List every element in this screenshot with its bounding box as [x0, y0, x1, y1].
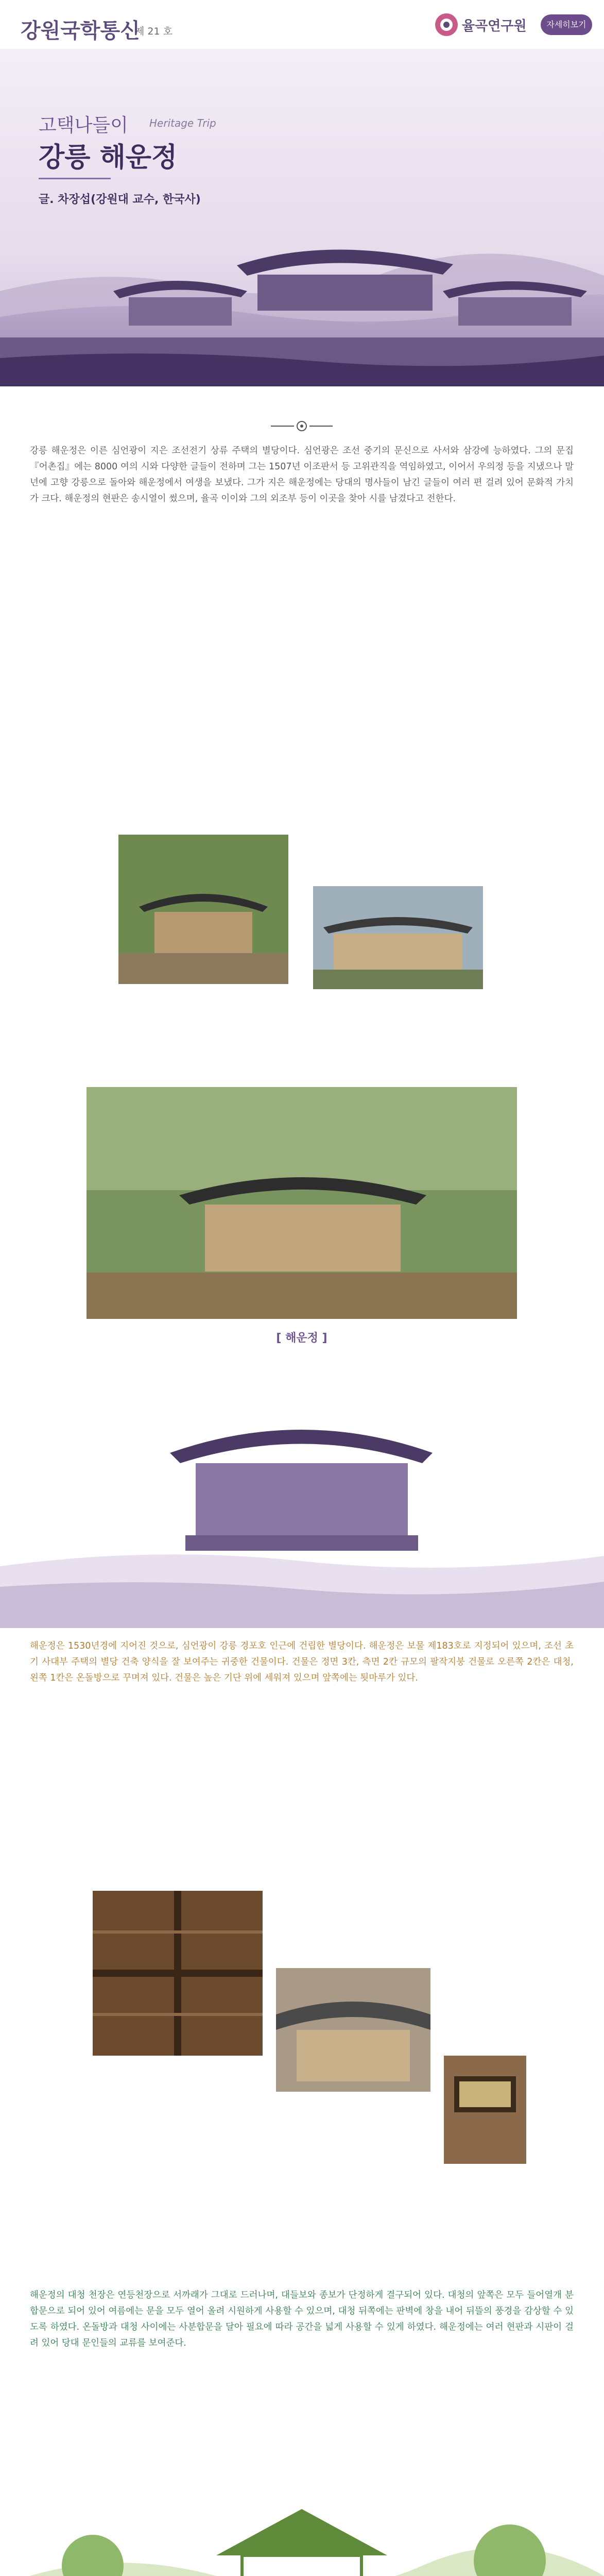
- title-divider: [39, 178, 111, 179]
- header: [0, 0, 604, 49]
- institute-logo-text: 율곡연구원: [462, 19, 527, 34]
- institute-logo[interactable]: [435, 11, 538, 38]
- photo-caption-haeunjeong: [ 해운정 ]: [276, 1332, 327, 1345]
- hero-banner: [0, 49, 604, 386]
- photo-pavilion-side: [313, 886, 483, 989]
- article-title: 강릉 해운정: [39, 142, 178, 173]
- paragraph-2: [30, 1638, 574, 1686]
- photo-pavilion-front: [118, 835, 288, 984]
- pavilion-landscape-illustration: [0, 2452, 604, 2576]
- photo-haeunjeong-main: [87, 1087, 517, 1319]
- home-button[interactable]: 자세히보기: [541, 14, 592, 35]
- hero-illustration: [0, 49, 604, 386]
- newsletter-brand: 강원국학통신: [21, 19, 140, 43]
- series-label-en: Heritage Trip: [149, 117, 216, 129]
- hanok-illustration: [0, 1360, 604, 1628]
- paragraph-2-text: 해운정은 1530년경에 지어진 것으로, 심언광이 강릉 경포호 인근에 건립한 별당이다. 해운정은 보물 제183호로 지정되어 있으며, 조선 초기 사대부 주택의 별당 건축 양식을 잘 보여주는 귀중한 건물이다. 건물은 정면 3칸, 측면 2칸 규모의 팔작지붕 건물로 오른쪽 2칸은 대청, 왼쪽 1칸은 온돌방으로 꾸며져 있다. 건물은 높은 기단 위에 세워져 있으며 앞쪽에는 툇마루가 있다.: [30, 1641, 574, 1683]
- ornament-divider-icon: [271, 420, 333, 432]
- photo-signboard: [444, 2056, 526, 2164]
- issue-number: 제 21 호: [135, 26, 172, 37]
- author-line: 글. 차장섭(강원대 교수, 한국사): [39, 193, 201, 206]
- series-label: 고택나들이: [39, 115, 128, 136]
- photo-roof-detail: [276, 1968, 430, 2092]
- paragraph-1: 강릉 해운정은 이른 심언광이 지은 조선전기 상류 주택의 별당이다. 심언광은 조선 중기의 문신으로 사서와 삼강에 능하였다. 그의 문집 『어촌집』에는 8000 여의 시와 다양한 글들이 전하며 그는 1507년 이조판서 등 고위관직을 역임하였고, 이어서 우의정 등을 지냈으나 말년에 고향 강릉으로 돌아와 해운정에서 여생을 보냈다. 그가 지은 해운정에는 당대의 명사들이 남긴 글들이 여러 편 걸려 있어 문화적 가치가 크다. 해운정의 현판은 송시열이 썼으며, 율곡 이이와 그의 외조부 등이 이곳을 찾아 시를 남겼다고 전한다.: [30, 446, 574, 504]
- paragraph-3: [30, 2287, 574, 2351]
- paragraph-3-text: 해운정의 대청 천장은 연등천장으로 서까래가 그대로 드러나며, 대들보와 종보가 단정하게 결구되어 있다. 대청의 앞쪽은 모두 들어열개 분합문으로 되어 있어 여름에는 문을 모두 열어 올려 시원하게 사용할 수 있으며, 대청 뒤쪽에는 판벽에 창을 내어 뒤뜰의 풍경을 감상할 수 있도록 하였다. 온돌방과 대청 사이에는 사분합문을 달아 필요에 따라 공간을 넓게 사용할 수 있게 하였다. 해운정에는 여러 현판과 시판이 걸려 있어 당대 문인들의 교류를 보여준다.: [30, 2290, 574, 2348]
- photo-ceiling-beams: [93, 1891, 263, 2056]
